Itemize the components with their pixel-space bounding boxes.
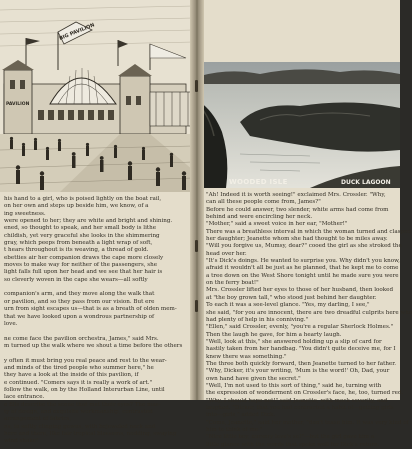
text-line: t hears throughout is its weaving, a thread of gold.: [4, 247, 149, 254]
book-gutter: [190, 0, 204, 400]
text-line: m turned up the walk where we shout a time before the others: [4, 342, 183, 349]
text-line: they have a look at the inside of this pavilion, if: [4, 372, 139, 379]
text-line: ne come face the pavilion orchestra, James," said Mrs.: [4, 335, 159, 342]
text-line: her daughter; Jeanette whom she had thought to be miles away.: [206, 236, 388, 243]
text-line: knew there was something.": [206, 353, 287, 360]
text-line: [4, 350, 184, 357]
text-line: on the ferry boat!": [206, 280, 259, 287]
binding-stitch: [195, 300, 198, 312]
text-line: ing sweetness.: [4, 210, 46, 217]
text-line: a tree down on the West Shore tonight until he made sure you were: [206, 272, 399, 279]
text-line: light falls full upon her head and we see that her hair is: [4, 269, 163, 276]
text-line: afraid it wouldn't all be just as he planned, that he kept me to come: [206, 265, 399, 272]
text-line: little glance with the words that spoke well for Dick's return.: [206, 441, 380, 448]
text-line: "Ellen," said Crossler, evenly, "you're a regular Sherlock Holmes.": [206, 324, 394, 331]
text-line: or pavilion, and so they pass from our vision. But ere: [4, 298, 155, 305]
text-line: so cleverly woven in the cape she wears—all softly: [4, 276, 148, 283]
text-line: [4, 284, 184, 291]
text-line: "Ah! Indeed it is worth seeing!" exclaimed Mrs. Crossler. "Why,: [206, 192, 386, 198]
text-line: urn from sight escapes us—that is as a breath of olden mem-: [4, 306, 177, 313]
text-line: here and there, like fair tropical blossoms, nodding, swaying: [4, 431, 177, 437]
text-line: follow the walk, on by the Holland Interurban Line, until: [4, 386, 165, 393]
text-line: ebetties air her companion draws the cape more closely: [4, 254, 164, 261]
text-line: "Will you forgive us, Mumsy, dear?" cooed the girl as she stroked the: [206, 243, 402, 250]
pavilion-sign: PAVILION: [6, 102, 30, 107]
text-line: "Mother," said a sweet voice in her ear, "Mother!": [206, 221, 348, 228]
right-page-text: [206, 192, 412, 449]
text-line: own hand have given the secret.": [206, 375, 301, 382]
text-line: e continued. "Comers says it is really a work of art.": [4, 379, 153, 386]
caption-duck-lagoon: DUCK LAGOON: [341, 179, 391, 186]
text-line: behind and were encircling her neck.: [206, 214, 313, 221]
text-line: y often it must bring you real peace and rest to the wear-: [4, 357, 167, 364]
text-line: Then the laugh he gave, for him a hearty laugh.: [206, 331, 342, 338]
text-line: "It's Dick's doings. He wanted to surprise you. Why didn't you know,: [206, 258, 400, 265]
text-line: the expression of wonderment on Crossler's face, he, too, turned red.: [206, 390, 404, 397]
lagoon-photo: [200, 62, 400, 188]
text-line: "Why, I should hope not!" said Jeanette, with mock severity, and: [206, 397, 388, 404]
text-line: arrangement of fabrics,: [4, 416, 72, 423]
right-page: [200, 0, 412, 448]
text-line: gray, which peeps from beneath a light wrap of soft,: [4, 240, 153, 247]
text-line: and minds of the tired people who summer here," he: [4, 364, 154, 371]
banner-text: BIG PAVILION: [58, 22, 96, 42]
text-line: lace entrance.: [4, 394, 45, 401]
text-line: him to think of me.": [206, 427, 263, 433]
text-line: ns, in softly clinging gowns, with bejeweled neck and: [4, 423, 156, 430]
text-line: "Why, Dicker, it's your writing, 'Mum is the word!' Oh, Dad, your: [206, 368, 390, 375]
text-line: on her own and steps up beside him, we know, of a: [4, 203, 149, 210]
text-line: love.: [4, 320, 18, 327]
text-line: e fills describe the scene that met their eyes? The mas-: [4, 401, 161, 408]
text-line: companion's arm, and they move along the walk that: [4, 291, 155, 298]
text-line: There was a breathless interval in which the woman turned and clasped: [206, 228, 412, 235]
text-line: "Well, I'm not used to this sort of thing," said he, turning with: [206, 382, 382, 389]
text-line: can all these people come from, James?": [206, 199, 321, 206]
text-line: into—girls," added Dick.: [206, 412, 276, 419]
text-line: his hand to a girl, who is poised lightly on the boat rail,: [4, 196, 162, 202]
text-line: "Well, look at this," she answered holding up a slip of card for: [206, 338, 382, 345]
text-line: [4, 328, 184, 335]
text-line: at "the boy grown tall," who stood just behind her daughter.: [206, 294, 377, 301]
text-line: laughed. "Dicker, that you had contracted a habit of—getting girls: [206, 404, 394, 411]
text-line: hastily taken from her handbag. "You didn't quite deceive me, for I: [206, 346, 396, 353]
pavilion-illustration: [0, 0, 193, 192]
text-line: she said, "for you are innocent, there are two dreadful culprits here who: [206, 309, 412, 316]
left-page-text: [4, 196, 184, 446]
text-line: The three both quickly forward, then Jeanette turned to her father.: [206, 360, 397, 367]
text-line: wind shake!: [4, 438, 39, 445]
text-line: Before he could answer, two slender, white arms had come from: [206, 206, 389, 213]
text-line: ty of design, and exquisite workmanship, contrasted: [4, 408, 153, 415]
text-line: were opened to her; they are white and bright and shining.: [4, 218, 173, 225]
text-line: that we have looked upon a wondrous partnership of: [4, 313, 155, 320]
binding-stitch: [195, 80, 198, 92]
binding-stitch: [195, 240, 198, 252]
text-line: childish, yet very graceful she looks in the shimmering: [4, 232, 160, 239]
text-line: Mrs. Crossler lifted her eyes to those of her husband, then looked: [206, 287, 394, 294]
text-line: had plenty of help in his conniving.": [206, 316, 309, 323]
text-line: To each it was a see-level glance. "Yes, my darling, I see,": [206, 302, 370, 309]
left-page: [0, 0, 193, 445]
text-line: "Nice little boy, nursery love's so!"—but the girl gave him a: [206, 434, 375, 441]
text-line: ened, so thought to speak, and her small body is lithe: [4, 225, 157, 232]
caption-wooded-isle: WOODED ISLE: [229, 178, 288, 186]
text-line: head over her.: [206, 250, 247, 257]
text-line: "Come, Jeanette," said her mother, "don't tease him. It was very kind of: [206, 419, 409, 426]
text-line: moves to make way for neither of the passengers, she: [4, 262, 158, 269]
